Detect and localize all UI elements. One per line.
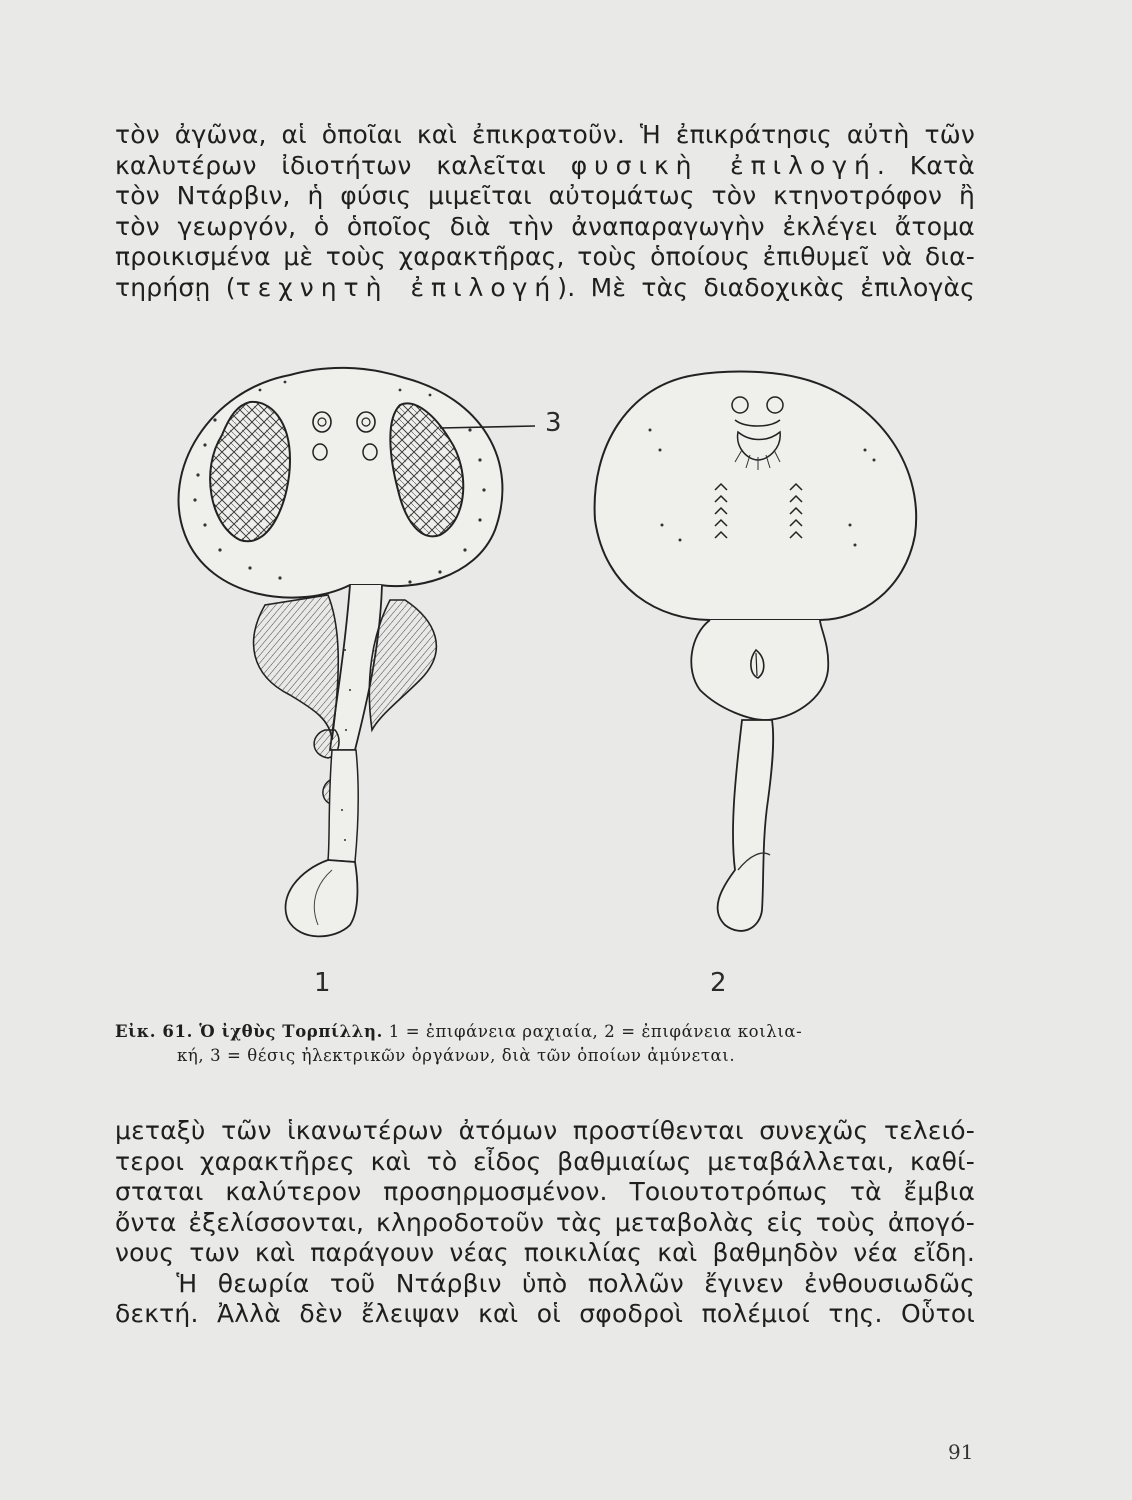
text-line: καλυτέρων ἰδιοτήτων καλεῖται φυσικὴ ἐπιλογή. Κατὰ — [115, 150, 975, 180]
text-line: ὄντα ἐξελίσσονται, κληροδοτοῦν τὰς μεταβολὰς εἰς τοὺς ἀπογό- — [115, 1207, 975, 1237]
ventral-view — [595, 372, 917, 931]
text-line: τηρήσῃ (τεχνητὴ ἐπιλογή). Μὲ τὰς διαδοχικὰς ἐπιλογὰς — [115, 272, 976, 302]
text-line: τεροι χαρακτῆρες καὶ τὸ εἶδος βαθμιαίως μεταβάλλεται, καθί- — [115, 1146, 975, 1176]
spaced-term-artificial-selection: τεχνητὴ ἐπιλογή — [235, 272, 558, 302]
text-line: προικισμένα μὲ τοὺς χαρακτῆρας, τοὺς ὁποίους ἐπιθυμεῖ νὰ δια- — [115, 242, 975, 271]
figure-label-3: 3 — [545, 408, 562, 438]
page-number: 91 — [948, 1440, 974, 1464]
text-line: δεκτή. Ἀλλὰ δὲν ἔλειψαν καὶ οἱ σφοδροὶ πολέμιοί της. Οὗτοι — [115, 1299, 975, 1328]
text-line: Ἡ θεωρία τοῦ Ντάρβιν ὑπὸ πολλῶν ἔγινεν ἐνθουσιωδῶς — [115, 1268, 975, 1298]
text-line: μεταξὺ τῶν ἱκανωτέρων ἀτόμων προστίθενται συνεχῶς τελειό- — [115, 1116, 975, 1145]
text-line: τὸν ἀγῶνα, αἱ ὁποῖαι καὶ ἐπικρατοῦν. Ἡ ἐπικράτησις αὐτὴ τῶν — [115, 120, 975, 149]
figure-label-2: 2 — [710, 968, 727, 998]
spaced-term-natural-selection: φυσικὴ ἐπιλογή — [570, 150, 877, 180]
figure-label-1: 1 — [314, 968, 331, 998]
text-line: τὸν γεωργόν, ὁ ὁποῖος διὰ τὴν ἀναπαραγωγὴν ἐκλέγει ἄτομα — [115, 211, 975, 241]
caption-line: Εἰκ. 61. Ὁ ἰχθὺς Τορπίλλη. 1 = ἐπιφάνεια ραχιαία, 2 = ἐπιφάνεια κοιλια- — [115, 1022, 803, 1041]
caption-label: Εἰκ. 61. Ὁ ἰχθὺς Τορπίλλη. — [115, 1022, 383, 1041]
dorsal-view — [179, 368, 535, 937]
caption-line: κή, 3 = θέσις ἠλεκτρικῶν ὀργάνων, διὰ τῶν ὁποίων ἀμύνεται. — [177, 1046, 736, 1065]
text-line: τὸν Ντάρβιν, ἡ φύσις μιμεῖται αὐτομάτως τὸν κτηνοτρόφον ἢ — [115, 181, 975, 210]
top-paragraph — [115, 120, 975, 303]
bottom-paragraph — [115, 1116, 975, 1330]
text-line: σταται καλύτερον προσηρμοσμένον. Τοιουτοτρόπως τὰ ἔμβια — [115, 1177, 975, 1206]
torpedo-fish-figure — [150, 350, 970, 1010]
text-line: νους των καὶ παράγουν νέας ποικιλίας καὶ βαθμηδὸν νέα εἴδη. — [115, 1238, 975, 1267]
figure-caption — [115, 1020, 975, 1068]
torpedo-illustration — [150, 350, 970, 1010]
